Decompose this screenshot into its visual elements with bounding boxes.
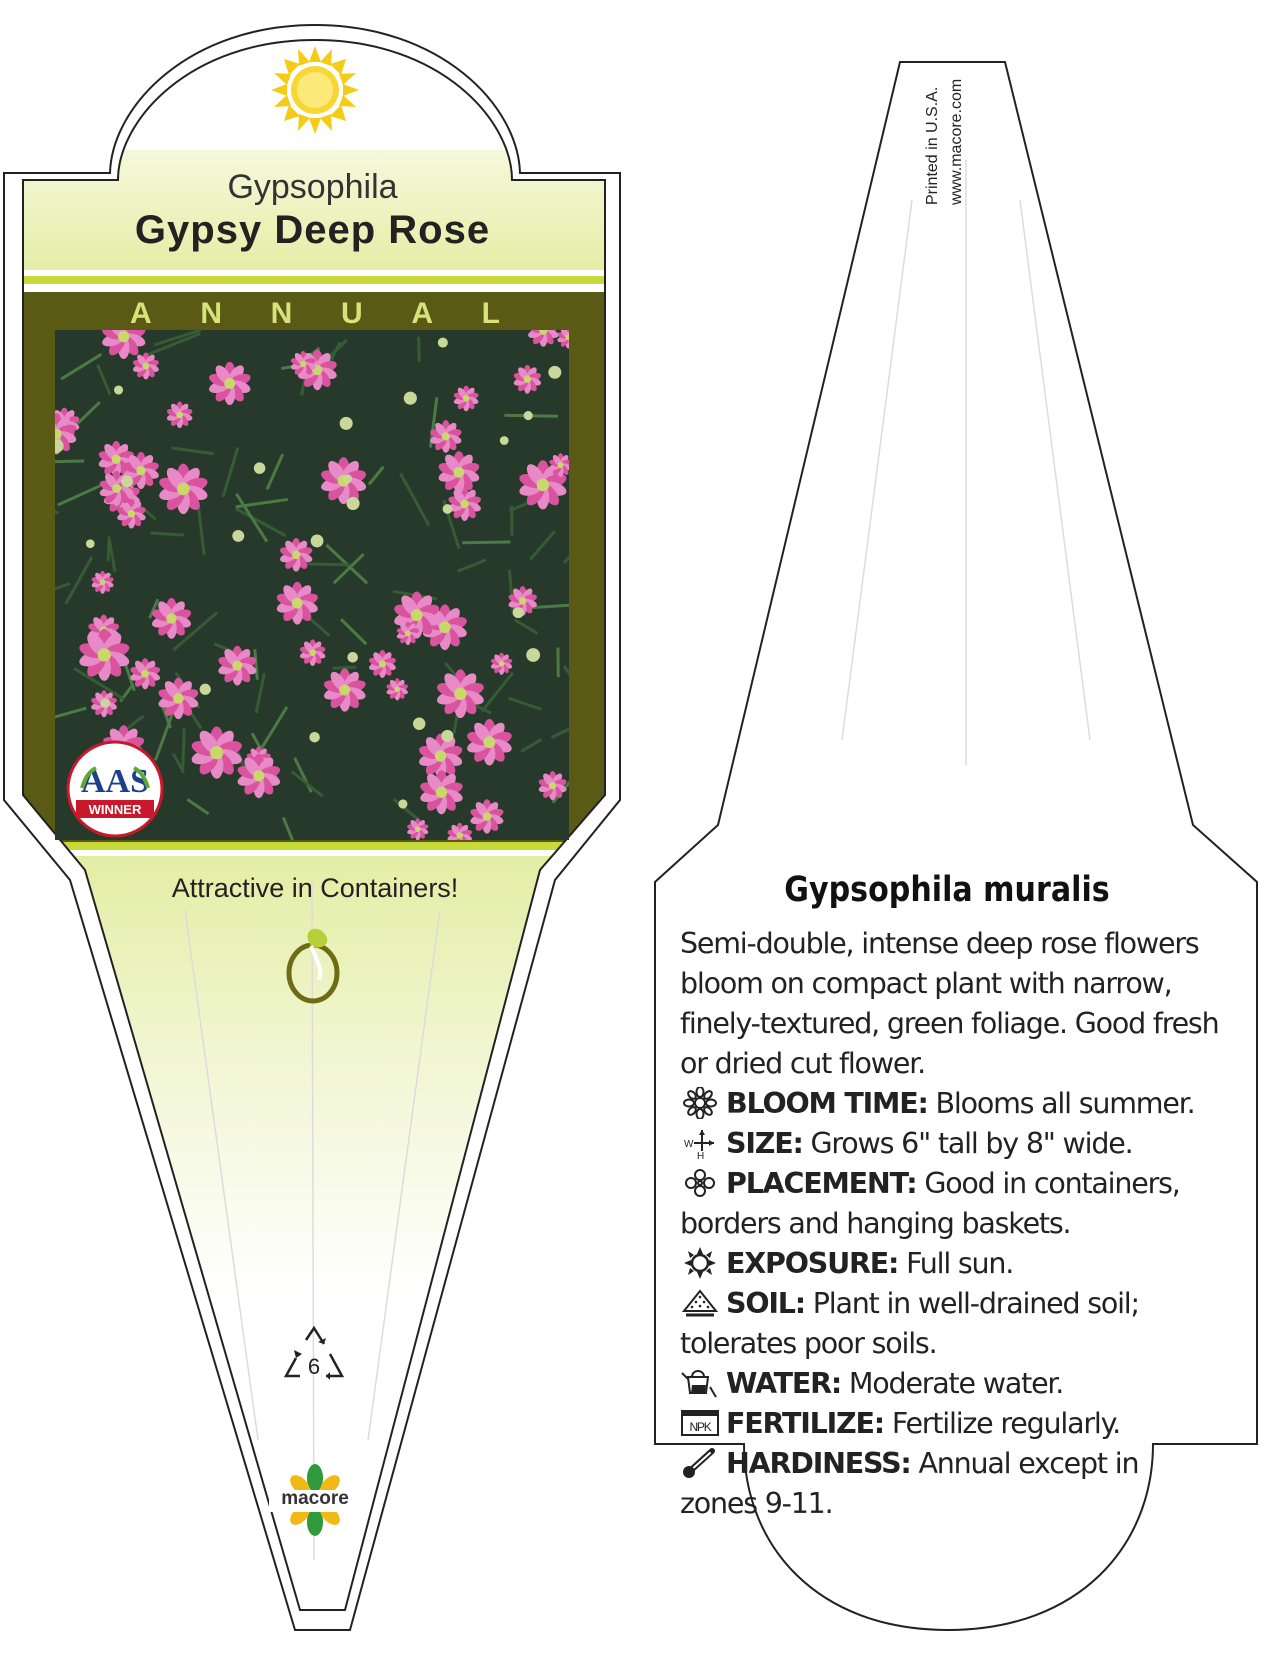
flower-bud <box>500 436 509 445</box>
category-letter: L <box>481 297 500 330</box>
svg-text:NPK: NPK <box>689 1420 711 1434</box>
leaf <box>419 337 420 362</box>
thermometer-icon <box>680 1447 720 1479</box>
printer-info <box>920 40 990 220</box>
hardiness-label: HARDINESS: <box>726 1447 911 1480</box>
flower-bud <box>346 497 359 510</box>
scientific-name: Gypsophila muralis <box>784 870 1110 910</box>
placement-label: PLACEMENT: <box>726 1167 917 1200</box>
flower-bud <box>548 366 561 379</box>
bloom-time-row <box>680 1084 1220 1124</box>
category-label <box>130 297 500 331</box>
size-value: Grows 6" tall by 8" wide. <box>810 1127 1133 1160</box>
water-label: WATER: <box>726 1367 842 1400</box>
sun-icon <box>271 46 359 134</box>
placement-value: Good in containers, borders and hanging baskets. <box>680 1167 1180 1240</box>
watering-can-icon <box>680 1367 720 1399</box>
flower-bud <box>404 392 417 405</box>
brand-name: macore <box>281 1488 349 1509</box>
printed-in: Printed in U.S.A. <box>924 86 941 205</box>
flower-bud <box>232 530 244 542</box>
svg-text:W: W <box>684 1139 693 1150</box>
soil-icon <box>680 1287 720 1319</box>
category-letter: A <box>130 297 152 330</box>
category-letter: N <box>270 297 293 330</box>
flower-bud <box>101 698 111 708</box>
flower-bud <box>438 338 448 348</box>
aas-logo-text: AAS <box>80 763 150 800</box>
flower-bud <box>524 411 533 420</box>
flower-bud <box>513 607 524 618</box>
soil-label: SOIL: <box>726 1287 805 1320</box>
flower-bud <box>398 799 407 808</box>
leaf <box>305 564 350 565</box>
size-row <box>680 1124 1220 1164</box>
flower-bud <box>121 476 133 488</box>
flower-bud <box>311 535 324 548</box>
water-value: Moderate water. <box>848 1367 1064 1400</box>
leaf <box>462 542 510 543</box>
soil-row <box>680 1284 1220 1364</box>
flower-bud <box>343 474 352 483</box>
water-row <box>680 1364 1220 1404</box>
website: www.macore.com <box>948 78 965 205</box>
hardiness-value: Annual except in zones 9-11. <box>680 1447 1139 1520</box>
leaf <box>183 728 185 773</box>
exposure-row <box>680 1244 1220 1284</box>
care-info <box>680 924 1220 1524</box>
leaf <box>333 667 357 668</box>
genus-name: Gypsophila <box>227 168 398 206</box>
variety-name: Gypsy Deep Rose <box>134 208 491 252</box>
flower-bud <box>413 718 425 730</box>
placement-icon <box>680 1167 720 1199</box>
description: Semi-double, intense deep rose flowers bloom on compact plant with narrow, finely-textured, green foliage. Good fresh or dried cut flower. <box>680 927 1219 1080</box>
exposure-label: EXPOSURE: <box>726 1247 899 1280</box>
flower-bud <box>200 684 211 695</box>
hardiness-row <box>680 1444 1220 1524</box>
exposure-value: Full sun. <box>906 1247 1014 1280</box>
size-icon <box>680 1127 720 1159</box>
fertilize-label: FERTILIZE: <box>726 1407 884 1440</box>
flower-bud <box>340 417 353 430</box>
recycle-number: 6 <box>307 1354 321 1379</box>
bloom-time-value: Blooms all summer. <box>935 1087 1195 1120</box>
leaf <box>151 533 184 535</box>
fertilize-value: Fertilize regularly. <box>891 1407 1121 1440</box>
flower-bud <box>254 462 266 474</box>
sun-icon <box>680 1247 720 1279</box>
flower-bud <box>347 652 358 663</box>
category-letter: N <box>200 297 222 330</box>
leaf <box>108 539 109 562</box>
flower-bud <box>526 648 540 662</box>
soil-value: Plant in well-drained soil; tolerates poor soils. <box>680 1287 1139 1360</box>
svg-text:H: H <box>697 1151 704 1159</box>
flower-bud <box>114 385 123 394</box>
flower-bud <box>441 730 453 742</box>
size-label: SIZE: <box>726 1127 803 1160</box>
placement-row <box>680 1164 1220 1244</box>
leaf <box>55 461 84 462</box>
flower-icon <box>680 1087 720 1119</box>
flower-bud <box>86 539 95 548</box>
fertilize-row <box>680 1404 1220 1444</box>
tagline: Attractive in Containers! <box>171 873 459 903</box>
category-letter: A <box>411 297 433 330</box>
aas-winner-label: WINNER <box>88 802 142 817</box>
flower-bud <box>309 732 320 743</box>
bloom-time-label: BLOOM TIME: <box>726 1087 928 1120</box>
flower-bud <box>443 504 453 514</box>
npk-icon <box>680 1407 720 1439</box>
aas-winner-badge <box>66 740 164 838</box>
category-letter: U <box>340 297 363 330</box>
